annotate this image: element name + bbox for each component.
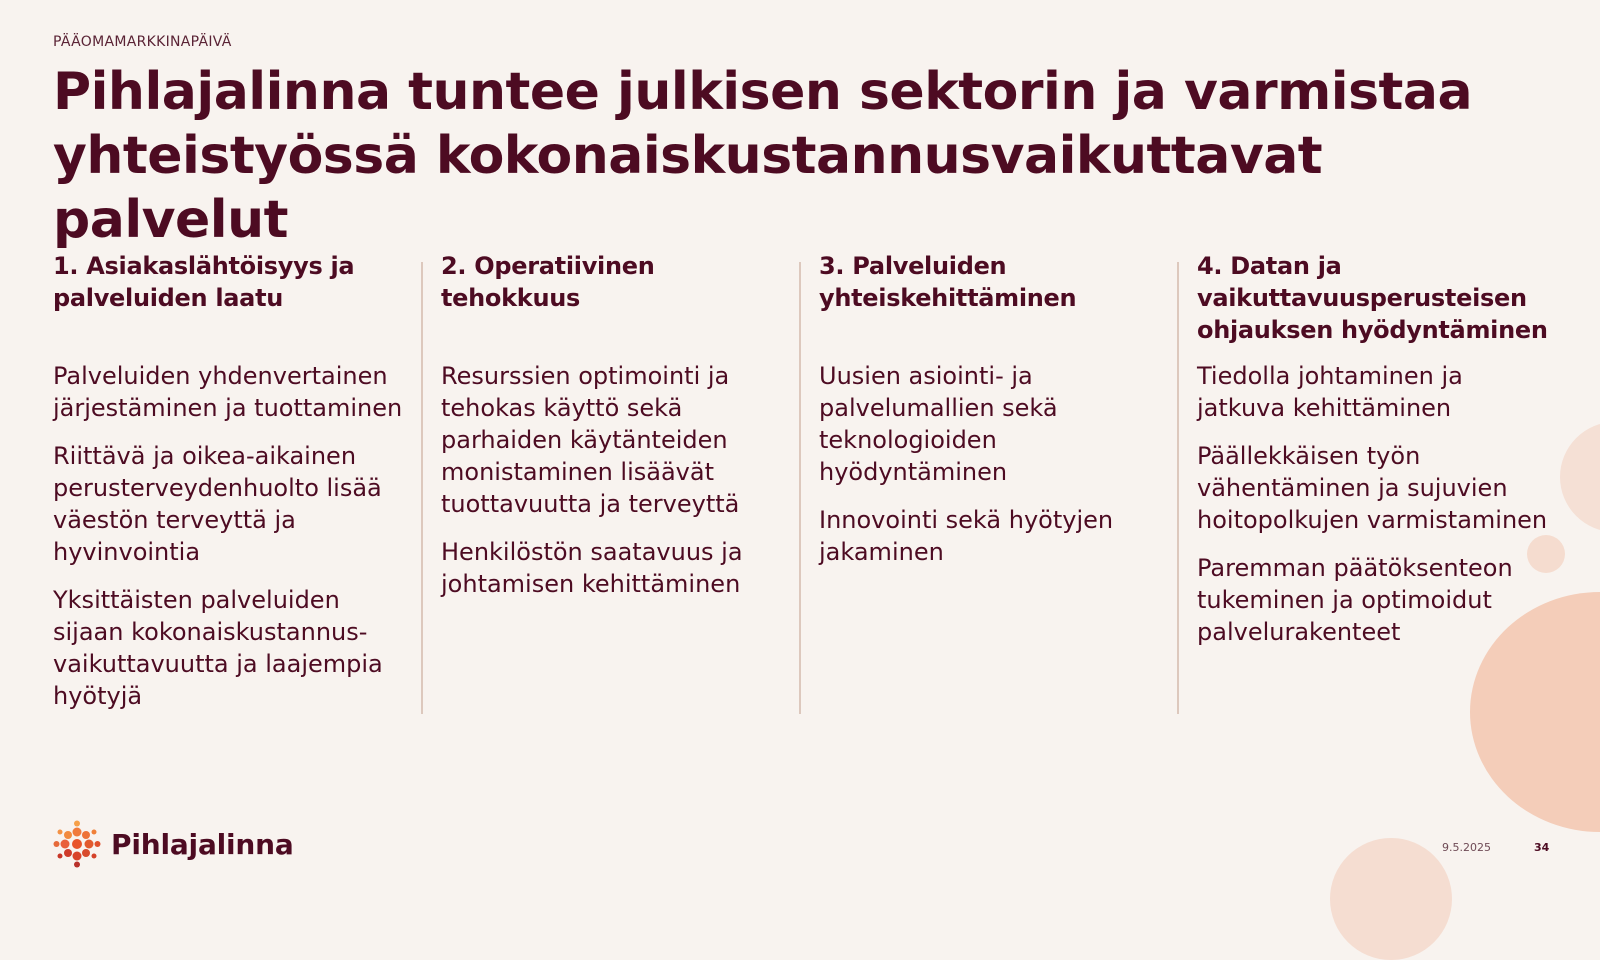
column-point: Uusien asiointi- ja palvelumallien sekä teknologioiden hyödyntäminen xyxy=(819,362,1058,486)
section-eyebrow: PÄÄOMAMARKKINAPÄIVÄ xyxy=(53,34,232,50)
berry-cluster-icon xyxy=(53,820,101,868)
column-point: Päällekkäisen työn vähentäminen ja sujuvien hoitopolkujen varmistaminen xyxy=(1197,442,1548,534)
column-4 xyxy=(1197,250,1552,664)
column-heading: 3. Palveluiden yhteiskehittäminen xyxy=(819,252,1077,312)
column-point: Riittävä ja oikea-aikainen perusterveydenhuolto lisää väestön terveyttä ja hyvinvointia xyxy=(53,442,382,566)
decorative-circle-bottom xyxy=(1330,838,1452,960)
column-2 xyxy=(441,250,786,616)
column-point: Innovointi sekä hyötyjen jakaminen xyxy=(819,506,1114,566)
column-heading: 2. Operatiivinen tehokkuus xyxy=(441,252,655,312)
brand-name: Pihlajalinna xyxy=(111,827,294,861)
column-point: Henkilöstön saatavuus ja johtamisen kehittäminen xyxy=(441,538,743,598)
column-heading: 4. Datan ja vaikuttavuusperusteisen ohjauksen hyödyntäminen xyxy=(1197,252,1548,344)
column-point: Palveluiden yhdenvertainen järjestäminen ja tuottaminen xyxy=(53,362,403,422)
column-divider xyxy=(799,262,801,714)
column-3 xyxy=(819,250,1164,584)
column-point: Tiedolla johtaminen ja jatkuva kehittäminen xyxy=(1197,362,1463,422)
page-number: 34 xyxy=(1534,841,1550,854)
brand-logo xyxy=(53,820,294,868)
column-heading: 1. Asiakaslähtöisyys ja palveluiden laatu xyxy=(53,252,355,312)
column-point: Resurssien optimointi ja tehokas käyttö sekä parhaiden käytänteiden monistaminen lisäävät tuottavuutta ja terveyttä xyxy=(441,362,740,518)
column-point: Paremman päätöksenteon tukeminen ja optimoidut palvelurakenteet xyxy=(1197,554,1513,646)
decorative-circle-medium xyxy=(1560,422,1600,532)
page-title: Pihlajalinna tuntee julkisen sektorin ja varmistaa yhteistyössä kokonaiskustannusvaikuttavat palvelut xyxy=(53,62,1473,250)
footer-date: 9.5.2025 xyxy=(1442,841,1491,854)
column-divider xyxy=(1177,262,1179,714)
column-point: Yksittäisten palveluiden sijaan kokonaiskustannus-vaikuttavuutta ja laajempia hyötyjä xyxy=(53,586,383,710)
column-divider xyxy=(421,262,423,714)
column-1 xyxy=(53,250,403,728)
